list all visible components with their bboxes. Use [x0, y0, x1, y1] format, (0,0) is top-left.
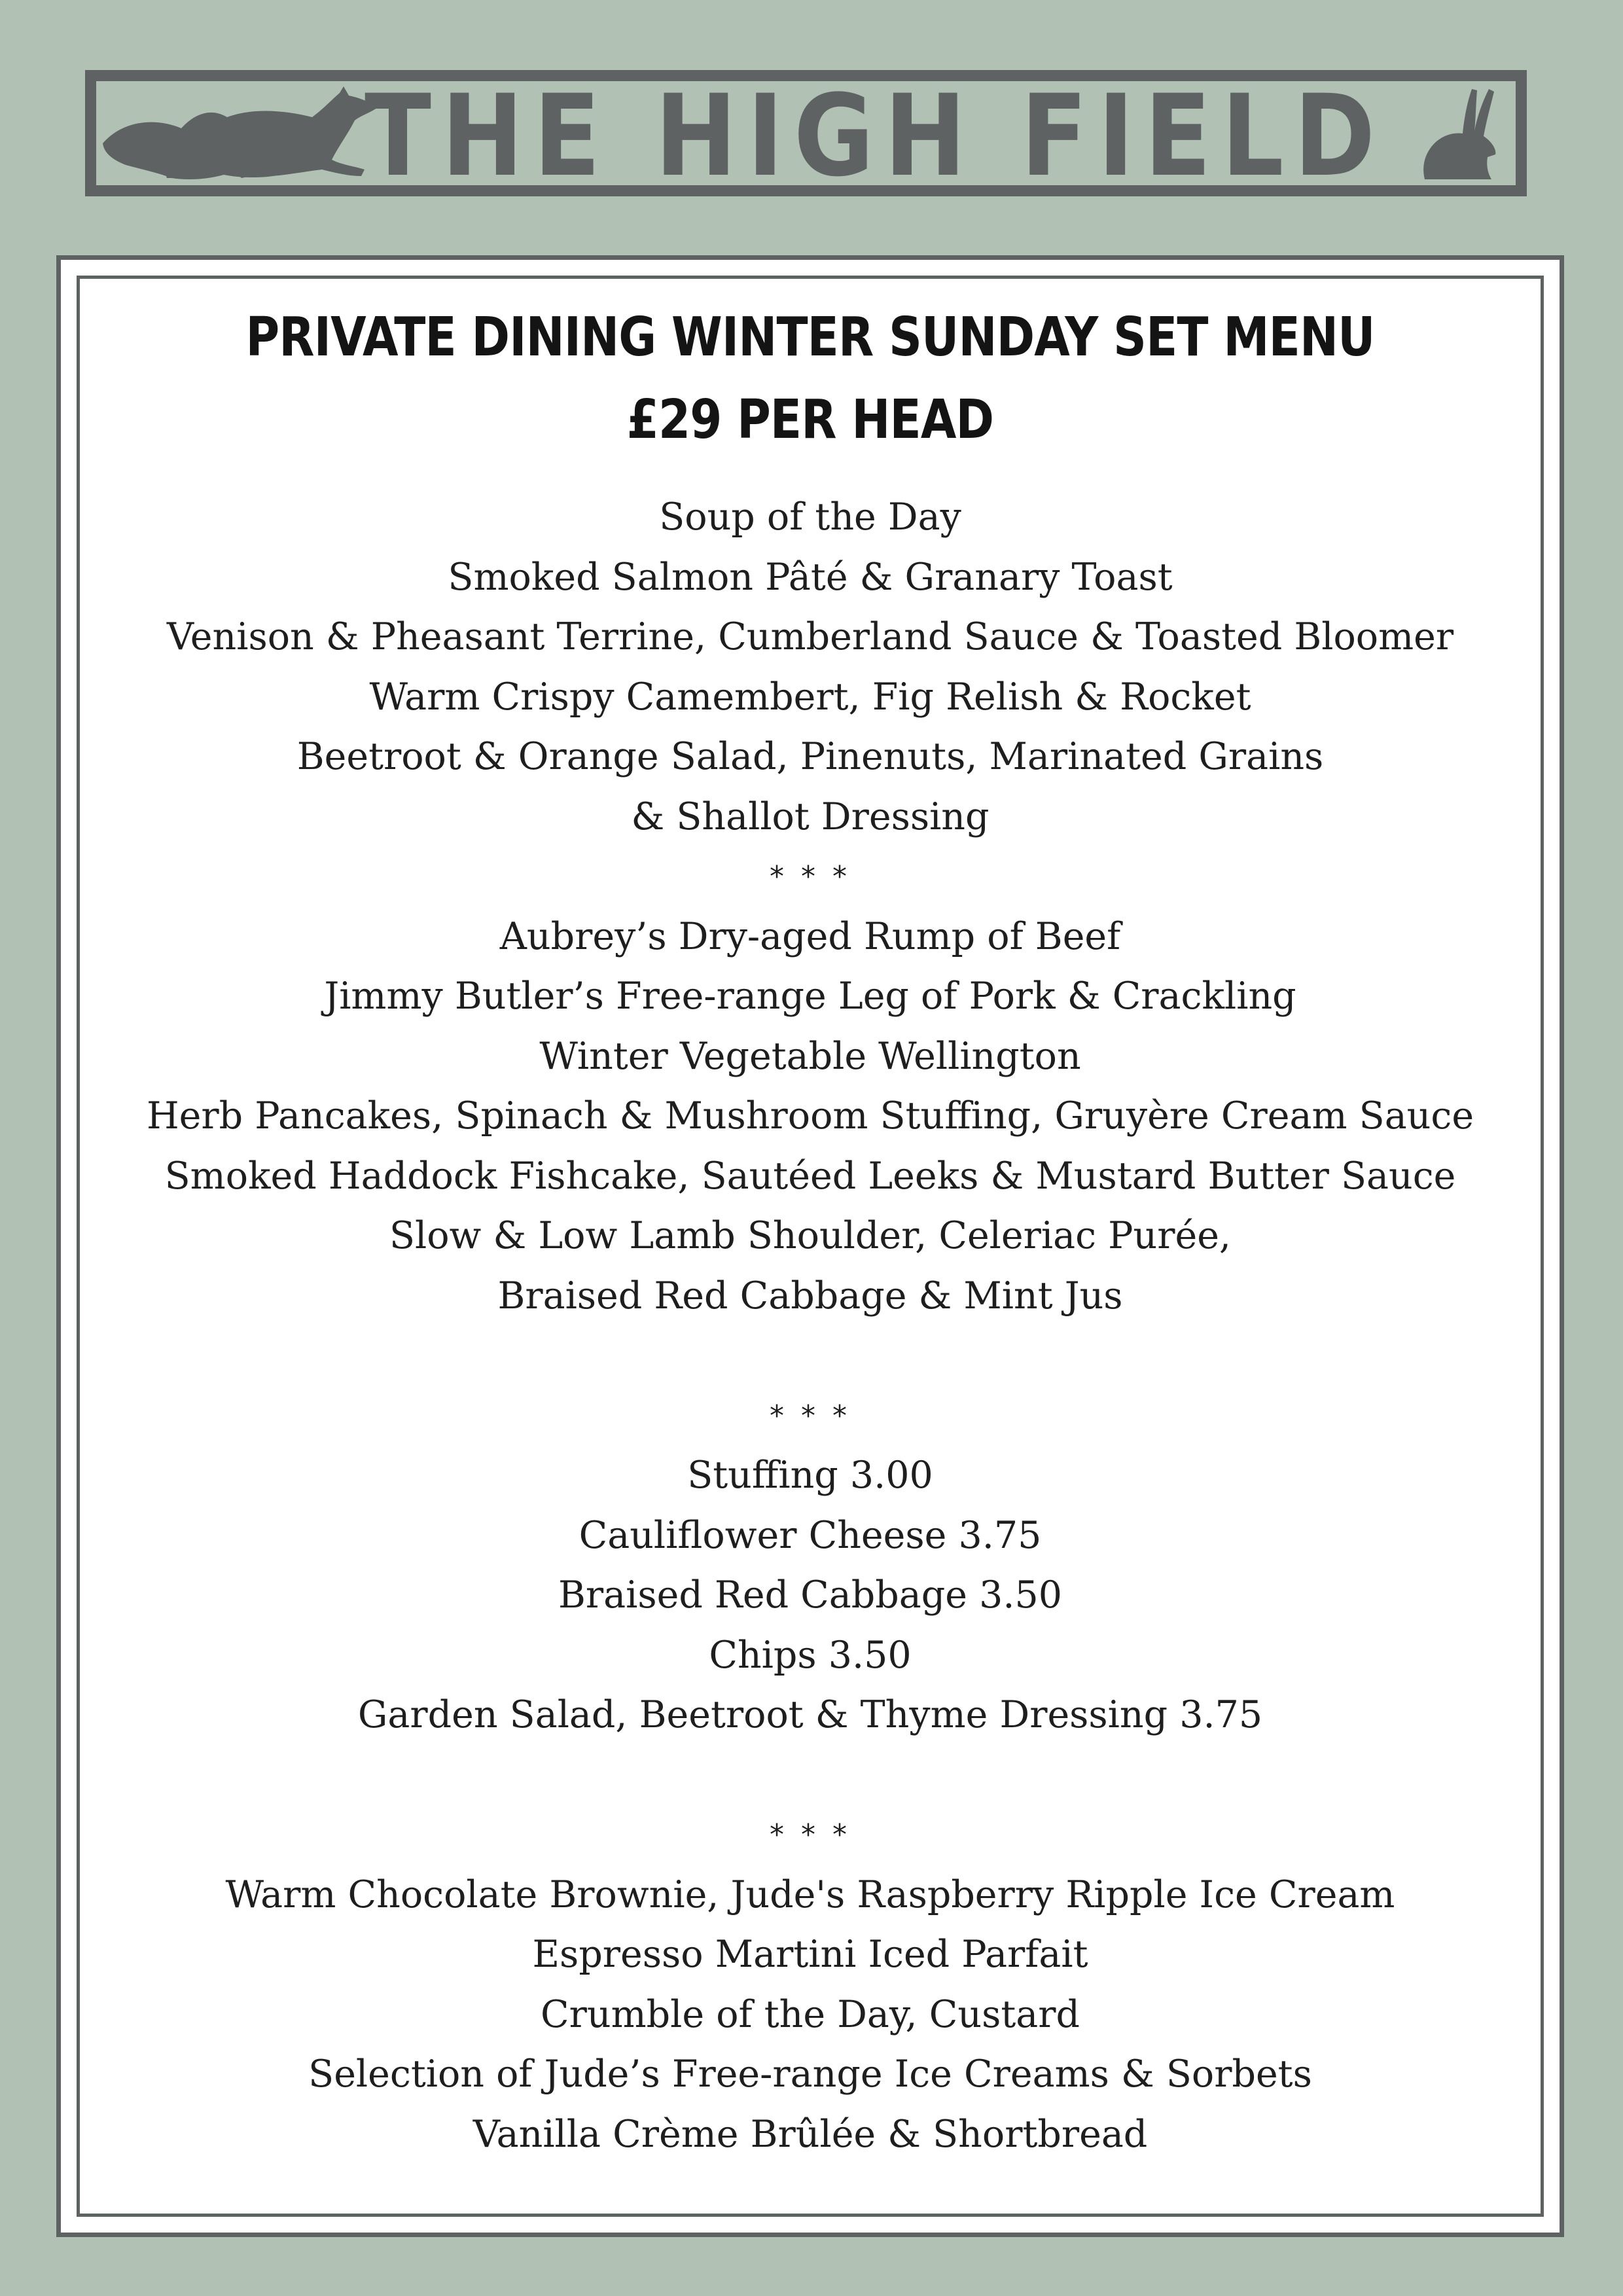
- spacer: [61, 1326, 1560, 1386]
- menu-item: Selection of Jude’s Free-range Ice Creams & Sorbets: [308, 2053, 1312, 2096]
- menu-body: [61, 488, 1560, 2164]
- menu-item: Smoked Salmon Pâté & Granary Toast: [448, 555, 1173, 599]
- desserts-section: [61, 1865, 1560, 2165]
- spacer: [61, 1746, 1560, 1806]
- menu-item: Crumble of the Day, Custard: [541, 1992, 1080, 2036]
- hare-icon: [1423, 89, 1495, 179]
- section-separator: * * *: [770, 1399, 851, 1433]
- starters-section: [61, 488, 1560, 847]
- menu-item: Chips 3.50: [709, 1633, 912, 1677]
- logo-text: THE HIGH FIELD: [365, 81, 1385, 185]
- menu-item: Smoked Haddock Fishcake, Sautéed Leeks & Mustard Butter Sauce: [164, 1154, 1456, 1198]
- menu-item: Espresso Martini Iced Parfait: [532, 1933, 1088, 1976]
- menu-item: Slow & Low Lamb Shoulder, Celeriac Purée,: [389, 1214, 1232, 1257]
- logo-banner: [85, 70, 1527, 196]
- menu-item: Beetroot & Orange Salad, Pinenuts, Marinated Grains: [296, 735, 1324, 778]
- menu-item: Braised Red Cabbage & Mint Jus: [497, 1274, 1123, 1318]
- menu-item: Garden Salad, Beetroot & Thyme Dressing 3.75: [357, 1693, 1263, 1736]
- menu-item: Aubrey’s Dry-aged Rump of Beef: [499, 914, 1121, 958]
- menu-title: PRIVATE DINING WINTER SUNDAY SET MENU: [245, 306, 1375, 368]
- menu-item: & Shallot Dressing: [631, 795, 990, 838]
- menu-item: Vanilla Crème Brûlée & Shortbread: [473, 2112, 1148, 2156]
- menu-item: Warm Crispy Camembert, Fig Relish & Rocket: [369, 675, 1251, 719]
- menu-item: Venison & Pheasant Terrine, Cumberland Sauce & Toasted Bloomer: [166, 615, 1454, 658]
- menu-item: Herb Pancakes, Spinach & Mushroom Stuffing, Gruyère Cream Sauce: [146, 1094, 1474, 1138]
- fox-icon: [103, 86, 378, 179]
- menu-content: [61, 296, 1560, 2164]
- menu-item: Soup of the Day: [659, 495, 961, 539]
- menu-item: Warm Chocolate Brownie, Jude's Raspberry Ripple Ice Cream: [225, 1873, 1395, 1916]
- menu-price: £29 PER HEAD: [626, 389, 994, 451]
- logo: [96, 81, 1516, 185]
- menu-card: [56, 255, 1564, 2237]
- menu-item: Stuffing 3.00: [687, 1454, 933, 1497]
- sides-section: [61, 1446, 1560, 1746]
- menu-item: Jimmy Butler’s Free-range Leg of Pork & Crackling: [324, 975, 1296, 1018]
- section-separator: * * *: [770, 860, 851, 893]
- menu-item: Braised Red Cabbage 3.50: [558, 1573, 1062, 1617]
- menu-item: Winter Vegetable Wellington: [539, 1034, 1081, 1078]
- section-separator: * * *: [770, 1818, 851, 1852]
- mains-section: [61, 907, 1560, 1327]
- menu-item: Cauliflower Cheese 3.75: [579, 1513, 1042, 1557]
